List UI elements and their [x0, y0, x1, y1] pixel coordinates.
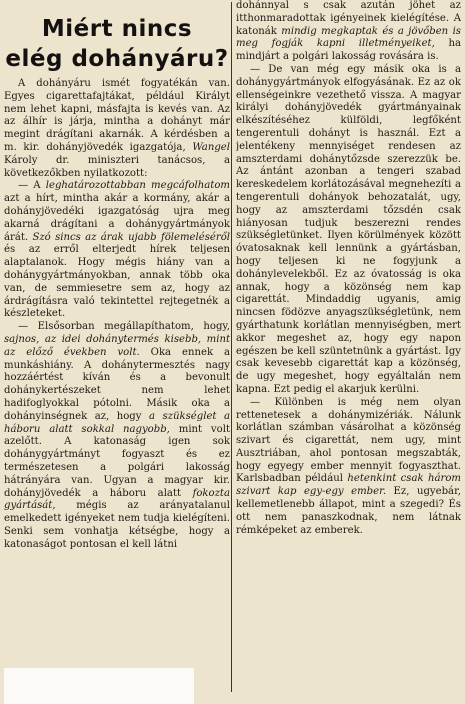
text-run: — De van még egy másik oka is a dohánygyártmányok elfogyásának. Ez az ok ellenségeinkre vezethető vissza. A magyar királyi dohányjövedék gyártmányainak elkészítéséhez külföldi, legfőként tengerentuli dohányt is használ. Ezt a jelentékeny mennyiséget rendesen az amszterdami dohánytőzsde szerezzük be. Az ántánt azonban a tengeri szabad kereskedelem korlátozásával megnehezíti a tengerentuli dohányok behozatalát, ugy, hogy az amszterdami tőzsdén csak hiányosan tudjuk beszerezni rendes szükségletünket. Ilyen körülmények között óvatosaknak kell lennünk a gyártásban, hogy teljesen ki ne fogyjunk a dohánylevelekből. Ez az óvatosság is oka annak, hogy a közönség nem kap cigarettát. Mindaddig ugyanis, amig nincsen födözve anyagszükségletünk, nem gyárthatunk korlátlan mennyiségben, mert akkor megeshet az, hogy egy napon egészen be kell szüntetnünk a gyártást. Igy csak kevesebb cigarettát kap a közönség, de ugy megeshet, hogy egyáltalán nem kapna. Ezt pedig el akarjuk kerülni. [236, 63, 461, 395]
right-column [236, 0, 461, 704]
emphasized-text: hetenkint csak három szivart kap egy-egy ember. [236, 473, 461, 498]
text-run: — Elsősorban megállapíthatom, hogy, [18, 321, 230, 333]
emphasized-text: Szó sincs az árak ujabb fölemeléséről [32, 231, 230, 243]
column-divider [231, 2, 232, 692]
emphasized-text: a szükséglet a háboru alatt sokkal nagyobb, [4, 410, 230, 435]
article-paragraph [4, 321, 230, 551]
text-run: A dohányáru ismét fogyatékán van. Egyes cigarettafajtákat, például Királyt nem lehet kapni, másfajta is kevés van. Az az álhír is járja, mintha a dohányt már megint drágítani akarnák. A kérdésben a m. kir. dohányjövedék igazgatója, [4, 78, 230, 153]
left-body-text [4, 78, 230, 551]
text-run: ha mindjárt a polgári lakosság rovására is. [236, 38, 461, 63]
text-run: — A [18, 180, 46, 192]
text-run: mégis az arányatalanul emelkedett igényeket nem tudja kielégíteni. Senki sem vonhatja kétségbe, hogy a katonaságot pontosan el kell látni [4, 500, 230, 550]
article-paragraph [236, 64, 461, 397]
emphasized-text: leghatározottabban megcáfolhatom [45, 180, 230, 192]
text-run: Oka ennek a munkáshiány. A dohánytermesztés nagy hozzáértést kíván és a bevonult dohánykertészeket nem lehet hadifoglyokkal pótolni. Másik oka a dohányinségnek az, hogy [4, 346, 230, 422]
emphasized-text: fokozta gyártását, [4, 487, 230, 512]
article-paragraph [4, 180, 230, 321]
article-paragraph [4, 78, 230, 180]
left-column [4, 0, 230, 704]
text-run: — Különben is még nem olyan rettenetesek a dohánymizériák. Nálunk korlátlan számban vásárolhat a közönség szivart és cigarettát, nem ugy, mint Ausztriában, ahol pontosan megszabták, hogy egyegy ember mennyit fogyaszthat. Karlsbadban például [236, 396, 461, 485]
emphasized-text: sajnos, az idei dohánytermés kisebb, mint az előző években volt. [4, 333, 230, 358]
text-run: azt a hírt, mintha akár a kormány, akár a dohányjövedéki igazgatóság ujra meg akarná drágítani a dohánygyártmányok árát. [4, 193, 230, 243]
text-run: Károly dr. miniszteri tanácsos, a következőkben nyilatkozott: [4, 154, 230, 179]
article-paragraph [236, 0, 461, 64]
headline-line-2: elég dohányáru? [5, 46, 229, 72]
headline-line-1: Miért nincs [41, 16, 193, 42]
emphasized-text: Wangel [192, 141, 230, 153]
text-run: Ez, ugyebár, kellemetlenebb állapot, mint a szegedi? És ott nem panaszkodnak, nem látnak rémképeket az emberek. [236, 486, 461, 536]
article-paragraph [236, 397, 461, 538]
text-run: mint volt azelőtt. A katonaság igen sok dohánygyártmányt fogyaszt és ez természetesen a polgári lakosság hátrányára van. Ugyan a magyar kir. dohányjövedék a háboru alatt [4, 423, 230, 499]
emphasized-text: mindig megkaptak és a jövőben is meg fogják kapni illetményeiket, [236, 25, 461, 50]
article-headline [4, 14, 230, 74]
torn-corner [4, 668, 194, 704]
text-run: dohánnyal s csak azután jöhet az itthonmaradottak igényeinek kielégítése. A katonák [236, 0, 461, 37]
right-body-text [236, 0, 461, 537]
text-run: és az erről elterjedt hírek teljesen alaptalanok. Hogy mégis hiány van a dohánygyártmányokban, annak több oka van, de semmiesetre sem az, hogy az árdrágításra való tekintettel rejtegetnék a készleteket. [4, 244, 230, 320]
